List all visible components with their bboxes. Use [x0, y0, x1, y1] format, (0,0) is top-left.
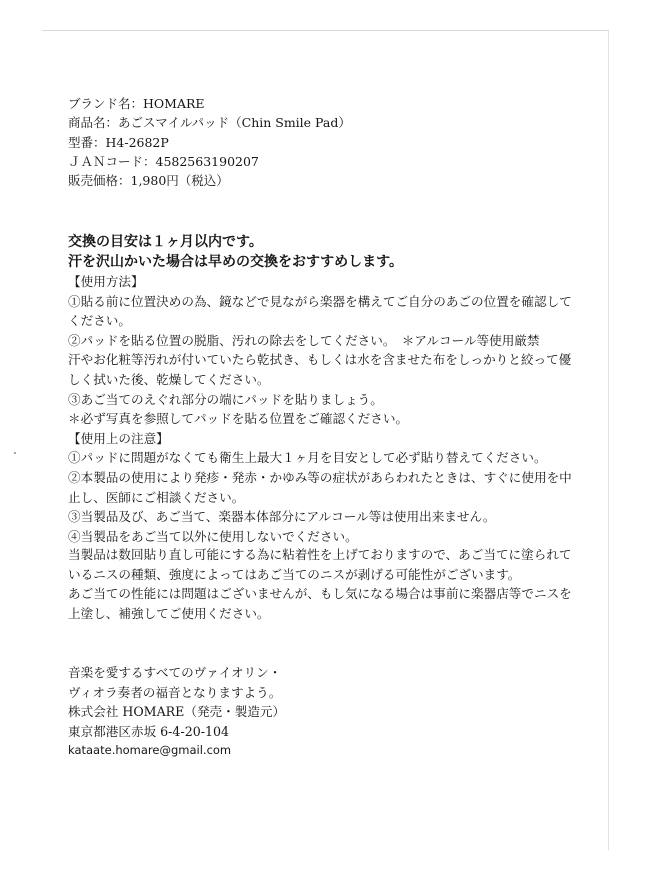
caution-line: ①パッドに問題がなくても衛生上最大１ヶ月を目安として必ず貼り替えてください。: [68, 450, 547, 466]
brand-line: ブランド名：HOMARE: [68, 96, 205, 111]
product-info: [68, 94, 614, 190]
contact-email: kataate.homare@gmail.com: [68, 743, 232, 758]
usage-line: ＊必ず写真を参照してパッドを貼る位置をご確認ください。: [68, 411, 409, 427]
company-footer: [68, 663, 614, 761]
usage-line: ください。: [68, 313, 131, 329]
headline-line: 汗を沢山かいた場合は早めの交換をおすすめします。: [68, 253, 404, 270]
model-line: 型番：H4-2682P: [68, 134, 169, 150]
note-line: いるニスの種類、強度によってはあご当てのニスが剥げる可能性がございます。: [68, 566, 521, 582]
caution-line: ③当製品及び、あご当て、楽器本体部分にアルコール等は使用出来ません。: [68, 509, 496, 525]
instructions: [68, 272, 614, 546]
cautions-title: 【使用上の注意】: [68, 430, 169, 446]
usage-line: ②パッドを貼る位置の脱脂、汚れの除去をしてください。 ＊アルコール等使用厳禁: [68, 332, 540, 348]
caution-line: ④当製品をあご当て以外に使用しないでください。: [68, 528, 358, 544]
closing-message: ヴィオラ奏者の福音となりますよう。: [68, 684, 282, 700]
scan-speck: [14, 452, 16, 454]
product-name-line: 商品名：あごスマイルパッド（Chin Smile Pad）: [68, 115, 351, 131]
page-edge-top: [42, 30, 608, 31]
company-address: 東京都港区赤坂 6-4-20-104: [68, 723, 230, 739]
note-line: 当製品は数回貼り直し可能にする為に粘着性を上げておりますので、あご当てに塗られて: [68, 547, 572, 562]
usage-line: 汗やお化粧等汚れが付いていたら乾拭き、もしくは水を含ませた布をしっかりと絞って優: [68, 352, 572, 368]
price-line: 販売価格：1,980円（税込）: [68, 173, 229, 189]
varnish-note: [68, 545, 614, 623]
closing-message: 音楽を愛するすべてのヴァイオリン・: [68, 665, 282, 680]
headline-line: 交換の目安は１ヶ月以内です。: [68, 234, 263, 250]
jan-line: ＪＡＮコード：4582563190207: [68, 153, 259, 169]
caution-line: 止し、医師にご相談ください。: [68, 489, 245, 505]
caution-line: ②本製品の使用により発疹・発赤・かゆみ等の症状があらわれたときは、すぐに使用を中: [68, 469, 572, 485]
note-line: 上塗し、補強してご使用ください。: [68, 605, 270, 621]
note-line: あご当ての性能には問題はございませんが、もし気になる場合は事前に楽器店等でニスを: [68, 586, 572, 602]
usage-line: ①貼る前に位置決めの為、鏡などで見ながら楽器を構えてご自分のあごの位置を確認して: [68, 293, 572, 309]
usage-line: ③あご当てのえぐれ部分の端にパッドを貼りましょう。: [68, 391, 383, 407]
usage-line: しく拭いた後、乾燥してください。: [68, 371, 270, 387]
replacement-headline: [68, 233, 614, 272]
usage-title: 【使用方法】: [68, 274, 144, 289]
company-name: 株式会社 HOMARE（発売・製造元）: [68, 704, 286, 720]
